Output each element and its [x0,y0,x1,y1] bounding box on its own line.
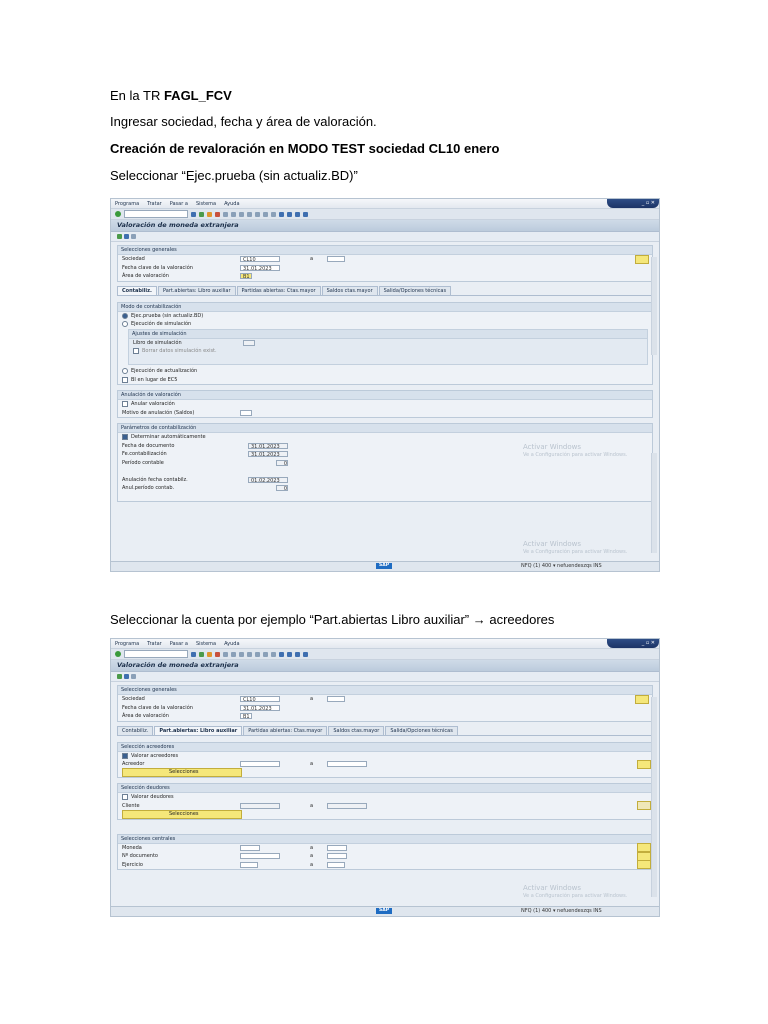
watermark-title: Activar Windows [523,443,581,451]
tab-salida[interactable]: Salida/Opciones técnicas [379,286,451,295]
print-icon-2[interactable] [223,652,228,657]
period-label: Período contable [122,459,164,466]
layout-icon[interactable] [303,212,308,217]
window-controls[interactable]: _ ▫ ✕ [607,199,659,208]
fecha-label-2: Fecha clave de la valoración [122,704,193,711]
tab-libro-auxiliar-2[interactable]: Part.abiertas: Libro auxiliar [154,726,242,735]
sap-screenshot-test-mode [110,198,660,572]
creditor-selection-header: Selección acreedores [118,743,652,752]
watermark-subtitle-2: Ve a Configuración para activar Windows. [523,549,628,555]
doc-transaction-code: FAGL_FCV [163,88,232,103]
reversal-reason-label: Motivo de anulación (Saldos) [122,409,195,416]
simulation-settings-group [128,329,648,366]
reversal-date-input[interactable]: 01.02.2023 [248,477,288,483]
sociedad-from-input-2[interactable]: CL10 [240,696,280,702]
determine-auto-checkbox[interactable] [122,434,128,440]
menu-tratar[interactable]: Tratar [147,200,162,207]
fiscal-year-to-label: a [310,861,314,868]
tab-strip-2 [117,726,653,736]
general-selections-group [117,245,653,282]
command-field[interactable] [124,210,188,218]
simulation-settings-header: Ajustes de simulación [129,330,647,339]
creditor-selection-group [117,742,653,779]
area-label: Área de valoración [122,273,169,280]
doc-text-prefix: En la TR [110,88,164,103]
tab-contabiliz[interactable]: Contabiliz. [117,286,157,295]
bi-checkbox[interactable] [122,377,128,383]
creditor-from-input[interactable] [240,761,280,767]
reverse-checkbox[interactable] [122,401,128,407]
first-page-icon-2[interactable] [247,652,252,657]
doc-line-select-account: Seleccionar la cuenta por ejemplo “Part.abiertas Libro auxiliar” → acreedores [110,612,555,627]
window-controls-2[interactable]: _ ▫ ✕ [607,639,659,648]
value-creditors-checkbox[interactable] [122,753,128,759]
cancel-icon-2[interactable] [215,652,220,657]
find-next-icon-2[interactable] [239,652,244,657]
value-debtors-checkbox[interactable] [122,794,128,800]
reversal-period-label: Anul.período contab. [122,485,175,492]
tab-libro-auxiliar[interactable]: Part.abiertas: Libro auxiliar [158,286,236,295]
debtor-selections-button[interactable] [122,810,242,819]
menu-ayuda-2[interactable]: Ayuda [224,640,240,647]
customer-from-input[interactable] [240,803,280,809]
area-label-2: Área de valoración [122,713,169,720]
tab-ctas-mayor[interactable]: Partidas abiertas: Ctas.mayor [237,286,321,295]
menu-programa-2[interactable]: Programa [115,640,140,647]
variant-icon[interactable] [124,234,129,239]
reversal-reason-input[interactable] [240,410,252,416]
currency-to-input[interactable] [327,845,347,851]
delete-sim-label: Borrar datos simulación exist. [142,348,217,355]
multiple-selection-icon[interactable] [635,255,649,264]
customer-multiple-icon[interactable] [637,801,651,810]
status-system-info-2: NFQ (1) 400 ▾ nefuendeszqs INS [521,908,602,914]
central-selection-header: Selecciones centrales [118,835,652,844]
customer-label: Cliente [122,802,140,809]
tab-saldos-2[interactable]: Saldos ctas.mayor [328,726,384,735]
sociedad-to-input[interactable] [327,256,345,262]
creditor-to-label: a [310,761,314,768]
activation-watermark-2 [523,540,627,556]
posting-params-header: Parámetros de contabilización [118,424,652,433]
debtor-selection-group [117,783,653,820]
determine-auto-label: Determinar automáticamente [131,434,206,441]
find-icon-2[interactable] [231,652,236,657]
doc-line-transaction [110,88,232,103]
menu-bar [111,199,659,209]
menu-pasar-a[interactable]: Pasar a [169,200,188,207]
enter-icon-2[interactable] [115,651,121,657]
fecha-input[interactable]: 31.01.2023 [240,265,280,271]
posting-mode-group [117,302,653,386]
activation-watermark [523,443,627,459]
last-page-icon-2[interactable] [271,652,276,657]
back-icon-2[interactable] [199,652,204,657]
print-icon[interactable] [223,212,228,217]
reversal-group [117,390,653,418]
new-session-icon[interactable] [279,212,284,217]
value-creditors-label: Valorar acreedores [131,752,179,759]
tab-contabiliz-2[interactable]: Contabiliz. [117,726,153,735]
window-title-2: Valoración de moneda extranjera [111,660,659,672]
next-page-icon[interactable] [263,212,268,217]
value-debtors-label: Valorar deudores [131,794,174,801]
first-page-icon[interactable] [247,212,252,217]
watermark-subtitle: Ve a Configuración para activar Windows. [523,452,628,458]
fecha-input-2[interactable]: 31.01.2023 [240,705,280,711]
new-session-icon-2[interactable] [279,652,284,657]
test-run-radio[interactable] [122,313,128,319]
area-input[interactable]: B1 [240,273,252,279]
document-to-label: a [310,853,314,860]
exit-icon[interactable] [207,212,212,217]
creditor-multiple-icon[interactable] [637,760,651,769]
posting-mode-header: Modo de contabilización [118,303,652,312]
standard-toolbar-2 [111,649,659,660]
shortcut-icon[interactable] [287,212,292,217]
update-run-label: Ejecución de actualización [131,368,198,375]
shortcut-icon-2[interactable] [287,652,292,657]
watermark-title-3: Activar Windows [523,884,581,892]
to-label-2: a [310,696,314,703]
find-next-icon[interactable] [239,212,244,217]
general-selections-group-2 [117,685,653,722]
creditor-label: Acreedor [122,761,145,768]
posting-date-label: Fe.contabilización [122,451,167,458]
debtor-selections-label: Selecciones [169,810,199,817]
sociedad-label-2: Sociedad [122,696,145,703]
prev-page-icon-2[interactable] [255,652,260,657]
simulation-label: Ejecución de simulación [131,321,192,328]
status-system-info: NFQ (1) 400 ▾ nefuendeszqs INS [521,563,602,569]
window-title: Valoración de moneda extranjera [111,220,659,232]
sap-logo-2: SAP [376,908,392,914]
scrollbar-2[interactable] [651,697,657,897]
debtor-selection-header: Selección deudores [118,784,652,793]
test-run-label: Ejec.prueba (sin actualiz.BD) [131,312,204,319]
fiscal-year-label: Ejercicio [122,861,143,868]
sociedad-from-input[interactable]: CL10 [240,256,280,262]
find-icon[interactable] [231,212,236,217]
general-selections-header: Selecciones generales [118,246,652,255]
next-page-icon-2[interactable] [263,652,268,657]
doc-line-heading: Creación de revaloración en MODO TEST sociedad CL10 enero [110,141,500,156]
help-icon-2[interactable] [295,652,300,657]
execute-icon[interactable] [117,234,122,239]
last-page-icon[interactable] [271,212,276,217]
reversal-date-label: Anulación fecha contabilz. [122,476,188,483]
tab-salida-2[interactable]: Salida/Opciones técnicas [385,726,457,735]
save-icon[interactable] [191,212,196,217]
bi-label: BI en lugar de EC5 [131,376,178,383]
simulation-ledger-label: Libro de simulación [133,339,182,346]
menu-pasar-a-2[interactable]: Pasar a [169,640,188,647]
currency-label: Moneda [122,844,142,851]
back-icon[interactable] [199,212,204,217]
menu-bar-2 [111,639,659,649]
doc-line-select-test: Seleccionar “Ejec.prueba (sin actualiz.BD)” [110,168,358,183]
menu-sistema[interactable]: Sistema [195,200,217,207]
fiscal-year-multiple-icon[interactable] [637,860,651,869]
document-to-input[interactable] [327,853,347,859]
reverse-label: Anular valoración [131,401,175,408]
period-input[interactable]: 0 [276,460,288,466]
menu-sistema-2[interactable]: Sistema [195,640,217,647]
multiple-selection-icon-2[interactable] [635,695,649,704]
info-icon[interactable] [131,234,136,239]
tab-ctas-mayor-2[interactable]: Partidas abiertas: Ctas.mayor [243,726,327,735]
menu-tratar-2[interactable]: Tratar [147,640,162,647]
help-icon[interactable] [295,212,300,217]
watermark-title-2: Activar Windows [523,540,581,548]
layout-icon-2[interactable] [303,652,308,657]
reversal-period-input[interactable]: 0 [276,485,288,491]
general-selections-header-2: Selecciones generales [118,686,652,695]
currency-from-input[interactable] [240,845,260,851]
scrollbar-lower[interactable] [651,453,657,553]
enter-icon[interactable] [115,211,121,217]
currency-to-label: a [310,844,314,851]
sociedad-to-input-2[interactable] [327,696,345,702]
creditor-to-input[interactable] [327,761,367,767]
fiscal-year-from-input[interactable] [240,862,258,868]
creditor-selections-label: Selecciones [169,769,199,776]
central-selection-group [117,834,653,871]
standard-toolbar [111,209,659,220]
command-field-2[interactable] [124,650,188,658]
variant-icon-2[interactable] [124,674,129,679]
application-toolbar-2 [111,672,659,682]
execute-icon-2[interactable] [117,674,122,679]
posting-date-input[interactable]: 31.01.2023 [248,451,288,457]
tab-strip [117,286,653,296]
customer-to-label: a [310,802,314,809]
scrollbar-upper[interactable] [651,257,657,355]
document-from-input[interactable] [240,853,280,859]
sap-logo: SAP [376,563,392,569]
tab-saldos[interactable]: Saldos ctas.mayor [322,286,378,295]
update-run-radio[interactable] [122,368,128,374]
watermark-subtitle-3: Ve a Configuración para activar Windows. [523,893,628,899]
activation-watermark-3 [523,884,627,900]
doc-date-label: Fecha de documento [122,442,175,449]
fecha-label: Fecha clave de la valoración [122,264,193,271]
exit-icon-2[interactable] [207,652,212,657]
doc-date-input[interactable]: 31.01.2023 [248,443,288,449]
menu-ayuda[interactable]: Ayuda [224,200,240,207]
prev-page-icon[interactable] [255,212,260,217]
delete-sim-checkbox[interactable] [133,348,139,354]
to-label: a [310,256,314,263]
save-icon-2[interactable] [191,652,196,657]
area-input-2[interactable]: B1 [240,713,252,719]
reversal-header: Anulación de valoración [118,391,652,400]
creditor-selections-button[interactable] [122,768,242,777]
info-icon-2[interactable] [131,674,136,679]
doc-line-instructions: Ingresar sociedad, fecha y área de valoración. [110,114,377,129]
application-toolbar [111,232,659,242]
fiscal-year-to-input[interactable] [327,862,345,868]
simulation-radio[interactable] [122,321,128,327]
cancel-icon[interactable] [215,212,220,217]
posting-params-group [117,423,653,502]
simulation-ledger-input[interactable] [243,340,255,346]
sociedad-label: Sociedad [122,256,145,263]
status-bar-2 [111,906,659,916]
menu-programa[interactable]: Programa [115,200,140,207]
status-bar [111,561,659,571]
sap-screenshot-creditors [110,638,660,917]
customer-to-input[interactable] [327,803,367,809]
document-label: Nº documento [122,853,158,860]
